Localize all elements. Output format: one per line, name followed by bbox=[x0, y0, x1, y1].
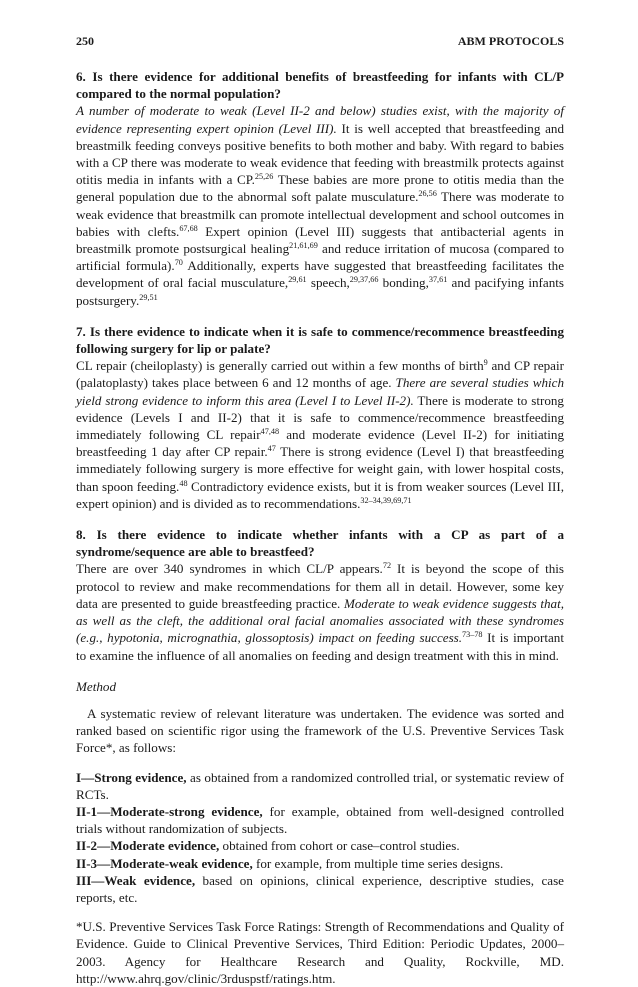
q6-heading: 6. Is there evidence for additional benefits of breastfeeding for infants with CL/P compared to the normal population? bbox=[76, 69, 564, 102]
running-header bbox=[76, 34, 564, 48]
citation: 72 bbox=[382, 561, 392, 571]
evidence-level-item: II-2—Moderate evidence, obtained from cohort or case–control studies. bbox=[76, 838, 460, 854]
q6-paragraph: A number of moderate to weak (Level II-2 and below) studies exist, with the majority of evidence representing expert opinion (Level III). It is well accepted that breastfeeding and breastmilk feeding conveys positive benefits to both mother and baby. With regard to babies with a CP there was moderate to weak evidence that feeding with breastmilk protects against otitis media in infants with a CP.$^{25,26}$ These babies are more prone to otitis media than the general population due to the abnormal soft palate musculature.$^{26,56}$ There was moderate to weak evidence that breastmilk can promote intellectual development and school outcomes in babies with clefts.$^{67,68}$ Expert opinion (Level III) suggests that antibacterial agents in breastmilk promote postsurgical healing$^{21,61,69}$ and reduce irritation of mucosa (compared to artificial formula).$^{70}$ Additionally, experts have suggested that breastfeeding facilitates the development of oral facial musculature,$^{29,61}$ speech,$^{29,37,66}$ bonding,$^{37,61}$ and pacifying infants postsurgery.$^{29,51}$ bbox=[76, 103, 565, 308]
citation: 67,68 bbox=[179, 223, 198, 233]
citation: 70 bbox=[174, 258, 183, 268]
evidence-levels-list bbox=[76, 769, 564, 907]
citation: 47 bbox=[267, 444, 276, 454]
citation: 48 bbox=[179, 478, 188, 488]
q8-paragraph: There are over 340 syndromes in which CL/P appears.$^{72}$ It is beyond the scope of this protocol to review and make recommendations for them all in detail. However, some key data are presented to guide breastfeeding practice. Moderate to weak evidence suggests that, as well as the cleft, the additional oral facial anomalies associated with these syndromes (e.g., hypotonia, micrognathia, glossoptosis) impact on feeding success.$^{73-78}$ It is important to examine the influence of all anomalies on feeding and design treatment with this in mind. bbox=[76, 561, 565, 663]
journal-title: ABM PROTOCOLS bbox=[457, 34, 564, 48]
citation: 29,37,66 bbox=[349, 275, 379, 285]
citation: 29,61 bbox=[288, 275, 307, 285]
q6-summary: A number of moderate to weak (Level II-2 and below) studies exist, with the majority of evidence representing expert opinion (Level III). bbox=[76, 103, 564, 136]
q8-summary: Moderate to weak evidence suggests that, as well as the cleft, the additional oral facial anomalies associated with these syndromes (e.g., hypotonia, micrognathia, glossoptosis) impact on feeding success. bbox=[76, 595, 564, 646]
citation: 47,48 bbox=[260, 427, 280, 437]
citation: 29,51 bbox=[139, 292, 158, 302]
method-heading: Method bbox=[76, 678, 116, 694]
citation: 9 bbox=[483, 358, 488, 368]
evidence-level-label: I—Strong evidence, bbox=[76, 769, 187, 785]
evidence-level-label: II-2—Moderate evidence, bbox=[76, 838, 220, 854]
evidence-level-label: II-1—Moderate-strong evidence, bbox=[76, 803, 263, 819]
evidence-level-item: III—Weak evidence, based on opinions, clinical experience, descriptive studies, case reports, etc. bbox=[76, 872, 564, 905]
q7-heading: 7. Is there evidence to indicate when it is safe to commence/recommence breastfeeding following surgery for lip or palate? bbox=[76, 323, 564, 357]
evidence-level-item: II-3—Moderate-weak evidence, for example, from multiple time series designs. bbox=[76, 855, 504, 871]
section-q6 bbox=[76, 68, 564, 309]
evidence-level-item: I—Strong evidence, as obtained from a randomized controlled trial, or systematic review of RCTs. bbox=[76, 769, 564, 802]
page-number: 250 bbox=[76, 34, 94, 48]
citation: 25,26 bbox=[254, 172, 274, 182]
citation: 37,61 bbox=[428, 275, 448, 285]
q7-paragraph: CL repair (cheiloplasty) is generally carried out within a few months of birth$^9$ and CP repair (palatoplasty) takes place between 6 and 12 months of age. There are several studies which yield strong evidence to inform this area (Level I to Level II-2). There is moderate to strong evidence (Levels I and II-2) that it is safe to commence/recommence breastfeeding immediately following CL repair$^{47,48}$ and moderate evidence (Level II-2) for initiating breastfeeding 1 day after CP repair.$^{47}$ There is strong evidence (Level I) that breastfeeding immediately following surgery is more effective for weight gain, with lower hospital costs, than spoon feeding.$^{48}$ Contradictory evidence exists, but it is from weaker sources (Level III, expert opinion) and is divided as to recommendations.$^{32-34,39,69,71}$ bbox=[76, 358, 564, 511]
citation: 26,56 bbox=[418, 189, 437, 199]
method-paragraph: A systematic review of relevant literature was undertaken. The evidence was sorted and ranked based on scientific rigor using the framework of the U.S. Preventive Services Task Force*, as follows: bbox=[76, 705, 564, 756]
citation: 73–78 bbox=[462, 630, 483, 640]
evidence-level-label: III—Weak evidence, bbox=[76, 872, 196, 888]
citation: 21,61,69 bbox=[289, 241, 318, 251]
q7-summary: There are several studies which yield strong evidence to inform this area (Level I to Level II-2). bbox=[76, 375, 564, 408]
evidence-level-label: II-3—Moderate-weak evidence, bbox=[76, 855, 253, 871]
footnote: *U.S. Preventive Services Task Force Ratings: Strength of Recommendations and Quality of Evidence. Guide to Clinical Preventive Services, Third Edition: Periodic Updates, 2000–2003. Agency for Healthcare Research and Quality, Rockville, MD. http://www.ahrq.gov/clinic/3rduspstf/ratings.htm. bbox=[76, 919, 564, 986]
section-q7 bbox=[76, 323, 564, 512]
section-q8 bbox=[76, 526, 564, 664]
citation: 32–34,39,69,71 bbox=[360, 495, 412, 505]
evidence-level-item: II-1—Moderate-strong evidence, for example, obtained from well-designed controlled trials without randomization of subjects. bbox=[76, 803, 564, 837]
q8-heading: 8. Is there evidence to indicate whether infants with a CP as part of a syndrome/sequence are able to breastfeed? bbox=[76, 527, 564, 560]
